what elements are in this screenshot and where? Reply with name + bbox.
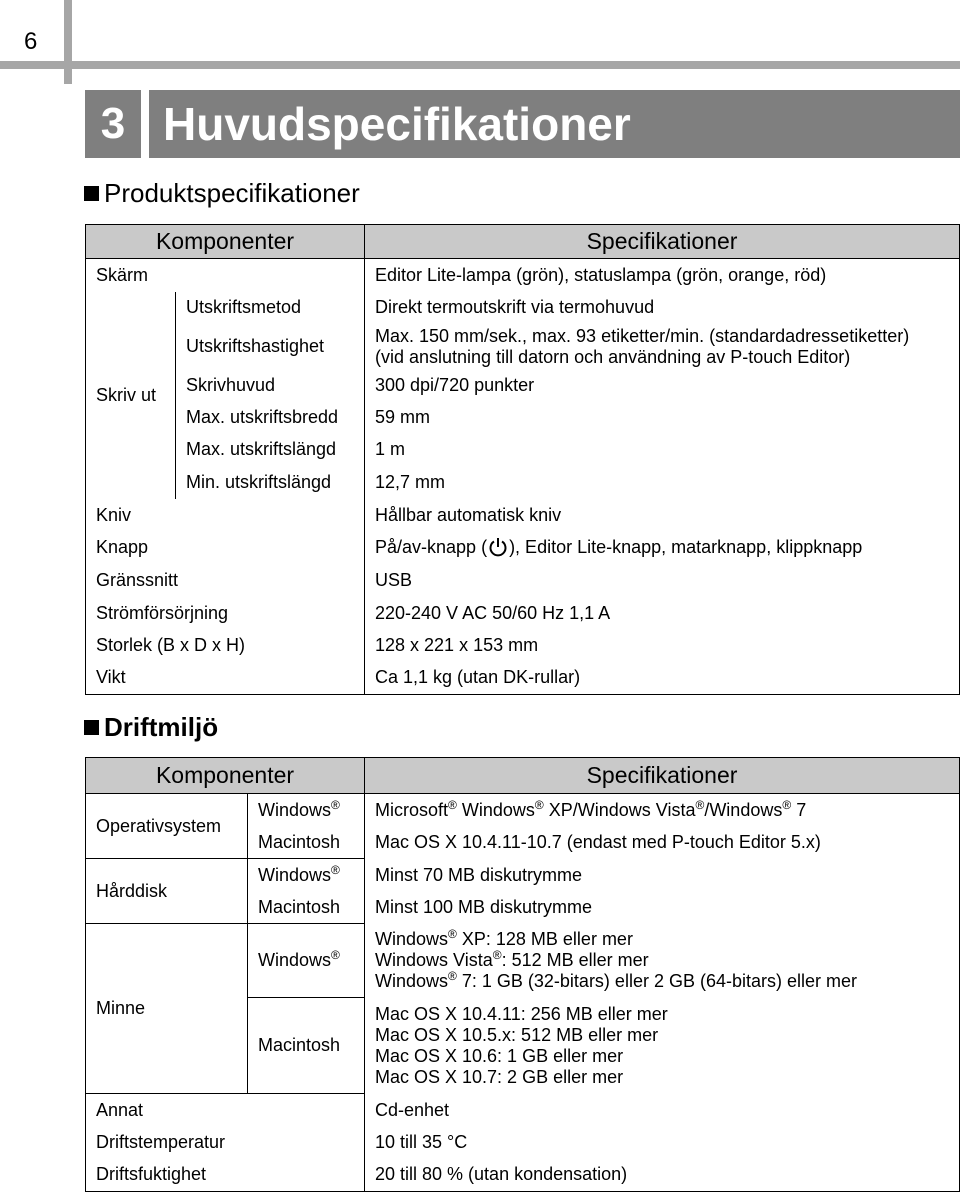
os-mac-spec: Mac OS X 10.4.11-10.7 (endast med P-touch Editor 5.x) xyxy=(365,827,960,859)
header-divider xyxy=(64,0,72,84)
row-spec: 12,7 mm xyxy=(365,466,960,499)
sub-label: Utskriftshastighet xyxy=(176,324,365,370)
os-mac: Macintosh xyxy=(248,827,365,859)
row-spec: 300 dpi/720 punkter xyxy=(365,370,960,402)
header-spec: Specifikationer xyxy=(365,225,960,259)
row-spec: 10 till 35 °C xyxy=(365,1127,960,1159)
header-rule xyxy=(0,61,960,69)
row-spec xyxy=(365,324,960,370)
row-label-os: Operativsystem xyxy=(86,794,248,859)
spec-line: Max. 150 mm/sek., max. 93 etiketter/min. (standardadressetiketter) xyxy=(375,325,910,346)
row-label-skriv-ut: Skriv ut xyxy=(86,292,176,499)
row-label: Knapp xyxy=(86,532,365,564)
spec-line: Windows Vista®: 512 MB eller mer xyxy=(375,948,649,970)
product-spec-table xyxy=(85,224,960,695)
row-label: Kniv xyxy=(86,499,365,532)
row-label: Gränssnitt xyxy=(86,564,365,597)
row-label: Storlek (B x D x H) xyxy=(86,630,365,662)
chapter-title-text: Huvudspecifikationer xyxy=(163,98,631,150)
header-component: Komponenter xyxy=(86,225,365,259)
sub-label: Skrivhuvud xyxy=(176,370,365,402)
section-title: Produktspecifikationer xyxy=(104,178,360,208)
spec-line: Mac OS X 10.5.x: 512 MB eller mer xyxy=(375,1024,659,1045)
bullet-square-icon xyxy=(84,720,99,735)
page-number: 6 xyxy=(24,28,38,55)
disk-mac-spec: Minst 100 MB diskutrymme xyxy=(365,892,960,924)
row-spec xyxy=(365,532,960,564)
row-label: Driftsfuktighet xyxy=(86,1159,365,1192)
section-heading-environment xyxy=(84,712,218,743)
chapter-number: 3 xyxy=(85,90,141,158)
disk-windows-spec: Minst 70 MB diskutrymme xyxy=(365,859,960,892)
row-label: Vikt xyxy=(86,662,365,695)
disk-windows: Windows® xyxy=(248,859,365,892)
row-spec: Hållbar automatisk kniv xyxy=(365,499,960,532)
sub-label: Max. utskriftsbredd xyxy=(176,402,365,434)
spec-line: Mac OS X 10.6: 1 GB eller mer xyxy=(375,1045,624,1066)
row-label-disk: Hårddisk xyxy=(86,859,248,924)
row-spec: Ca 1,1 kg (utan DK-rullar) xyxy=(365,662,960,695)
os-windows: Windows® xyxy=(248,794,365,827)
spec-line: (vid anslutning till datorn och användning av P-touch Editor) xyxy=(375,346,851,367)
environment-table xyxy=(85,757,960,1192)
memory-windows: Windows® xyxy=(248,924,365,998)
chapter-title xyxy=(149,90,960,158)
header-spec: Specifikationer xyxy=(365,758,960,794)
spec-line: Mac OS X 10.4.11: 256 MB eller mer xyxy=(375,1003,668,1024)
row-spec: 1 m xyxy=(365,434,960,466)
row-spec: Direkt termoutskrift via termohuvud xyxy=(365,292,960,324)
row-label: Strömförsörjning xyxy=(86,597,365,630)
power-icon xyxy=(488,537,508,557)
row-spec: 59 mm xyxy=(365,402,960,434)
memory-mac: Macintosh xyxy=(248,998,365,1094)
spec-text: På/av-knapp ( xyxy=(375,537,488,557)
os-windows-spec: Microsoft® Windows® XP/Windows Vista®/Windows® 7 xyxy=(365,794,960,827)
section-title: Driftmiljö xyxy=(104,712,219,742)
spec-line: Windows® XP: 128 MB eller mer xyxy=(375,927,633,949)
disk-mac: Macintosh xyxy=(248,892,365,924)
row-label: Skärm xyxy=(86,259,365,292)
spec-text: ), Editor Lite-knapp, matarknapp, klippknapp xyxy=(509,537,863,557)
row-label: Annat xyxy=(86,1094,365,1127)
sub-label: Min. utskriftslängd xyxy=(176,466,365,499)
row-label-memory: Minne xyxy=(86,924,248,1094)
row-spec: USB xyxy=(365,564,960,597)
spec-line: Mac OS X 10.7: 2 GB eller mer xyxy=(375,1066,624,1087)
row-spec: 128 x 221 x 153 mm xyxy=(365,630,960,662)
section-heading-product xyxy=(84,178,360,209)
row-spec: 20 till 80 % (utan kondensation) xyxy=(365,1159,960,1192)
spec-line: Windows® 7: 1 GB (32-bitars) eller 2 GB (64-bitars) eller mer xyxy=(375,969,857,991)
row-label: Driftstemperatur xyxy=(86,1127,365,1159)
header-component: Komponenter xyxy=(86,758,365,794)
row-spec: Editor Lite-lampa (grön), statuslampa (grön, orange, röd) xyxy=(365,259,960,292)
row-spec: Cd-enhet xyxy=(365,1094,960,1127)
memory-mac-spec xyxy=(365,998,960,1094)
memory-windows-spec xyxy=(365,924,960,998)
row-spec: 220-240 V AC 50/60 Hz 1,1 A xyxy=(365,597,960,630)
sub-label: Utskriftsmetod xyxy=(176,292,365,324)
bullet-square-icon xyxy=(84,186,99,201)
sub-label: Max. utskriftslängd xyxy=(176,434,365,466)
